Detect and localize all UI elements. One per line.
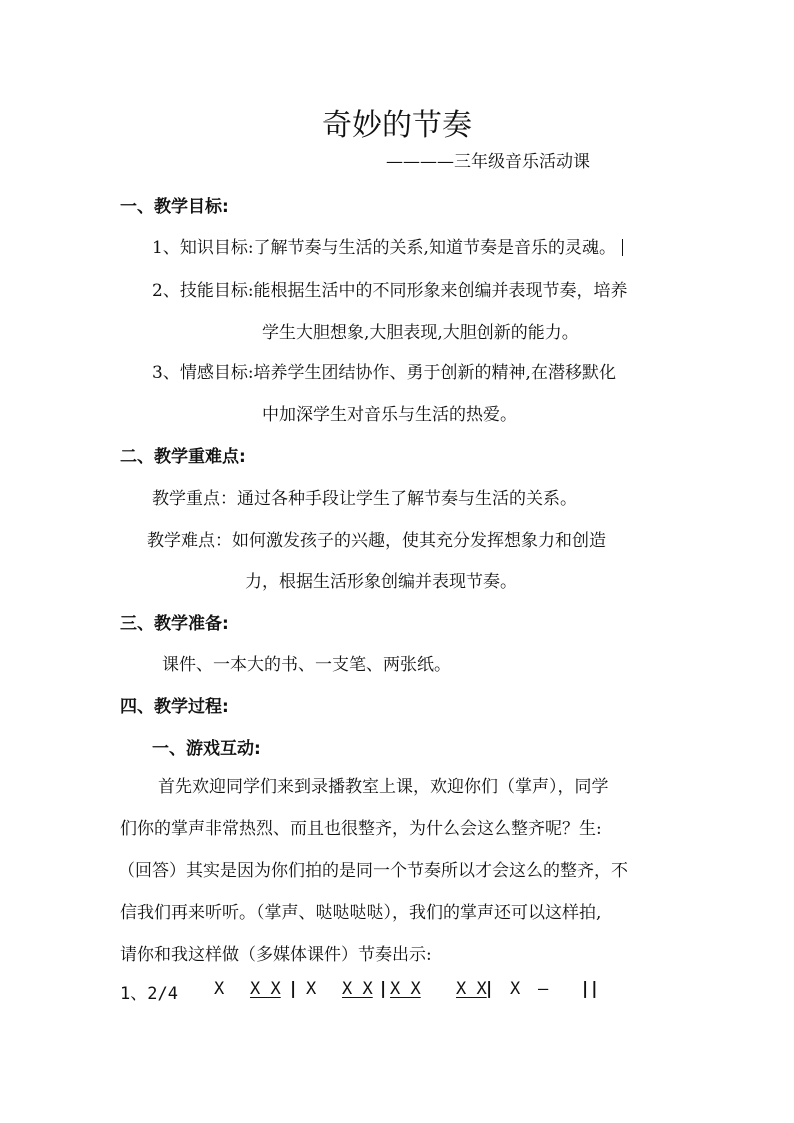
rhythm-note: X X xyxy=(250,979,281,999)
rhythm-bar: | xyxy=(378,979,389,999)
rhythm-label: 1、2/4 xyxy=(120,984,178,1004)
text-cursor xyxy=(622,239,623,256)
process-paragraph-line: （回答）其实是因为你们拍的是同一个节奏所以才会这么的整齐，不 xyxy=(118,861,628,881)
rhythm-note: X xyxy=(510,979,521,999)
objective-skill: 2、技能目标:能根据生活中的不同形象来创编并表现节奏，培养 xyxy=(152,281,628,301)
difficult-point: 教学难点：如何激发孩子的兴趣，使其充分发挥想象力和创造 xyxy=(147,531,606,551)
objective-emotion: 3、情感目标:培养学生团结协作、勇于创新的精神,在潜移默化 xyxy=(152,363,616,383)
document-subtitle: ————三年级音乐活动课 xyxy=(386,152,590,172)
section-heading-objectives: 一、教学目标: xyxy=(120,197,229,217)
rhythm-note: X X xyxy=(456,979,487,999)
preparation-items: 课件、一本大的书、一支笔、两张纸。 xyxy=(162,655,451,675)
process-paragraph-line: 首先欢迎同学们来到录播教室上课，欢迎你们（掌声），同学 xyxy=(158,777,609,797)
objective-knowledge: 1、知识目标:了解节奏与生活的关系,知道节奏是音乐的灵魂。 xyxy=(152,233,623,258)
rhythm-note: X X xyxy=(342,979,373,999)
key-point: 教学重点：通过各种手段让学生了解节奏与生活的关系。 xyxy=(152,489,577,509)
rhythm-end-bar: || xyxy=(580,979,599,999)
process-paragraph-line: 请你和我这样做（多媒体课件）节奏出示: xyxy=(120,945,432,965)
process-paragraph-line: 们你的掌声非常热烈、而且也很整齐，为什么会这么整齐呢？生: xyxy=(120,819,602,839)
section-heading-preparation: 三、教学准备: xyxy=(120,614,229,634)
rhythm-note: X xyxy=(306,979,317,999)
section-heading-key-points: 二、教学重难点: xyxy=(120,447,246,467)
difficult-point-cont: 力，根据生活形象创编并表现节奏。 xyxy=(245,572,517,592)
process-paragraph-line: 信我们再来听听。（掌声、哒哒哒哒），我们的掌声还可以这样拍, xyxy=(120,903,602,923)
objective-skill-cont: 学生大胆想象,大胆表现,大胆创新的能力。 xyxy=(262,323,579,343)
rhythm-note: X X xyxy=(390,979,421,999)
rhythm-bar: | xyxy=(288,979,299,999)
objective-emotion-cont: 中加深学生对音乐与生活的热爱。 xyxy=(262,405,517,425)
rhythm-bar: | xyxy=(484,979,495,999)
rhythm-note: X xyxy=(214,979,225,999)
document-title: 奇妙的节奏 xyxy=(322,108,472,143)
section-heading-process: 四、教学过程: xyxy=(120,697,229,717)
rhythm-note: — xyxy=(538,979,549,999)
subsection-game-interaction: 一、游戏互动: xyxy=(152,739,261,759)
